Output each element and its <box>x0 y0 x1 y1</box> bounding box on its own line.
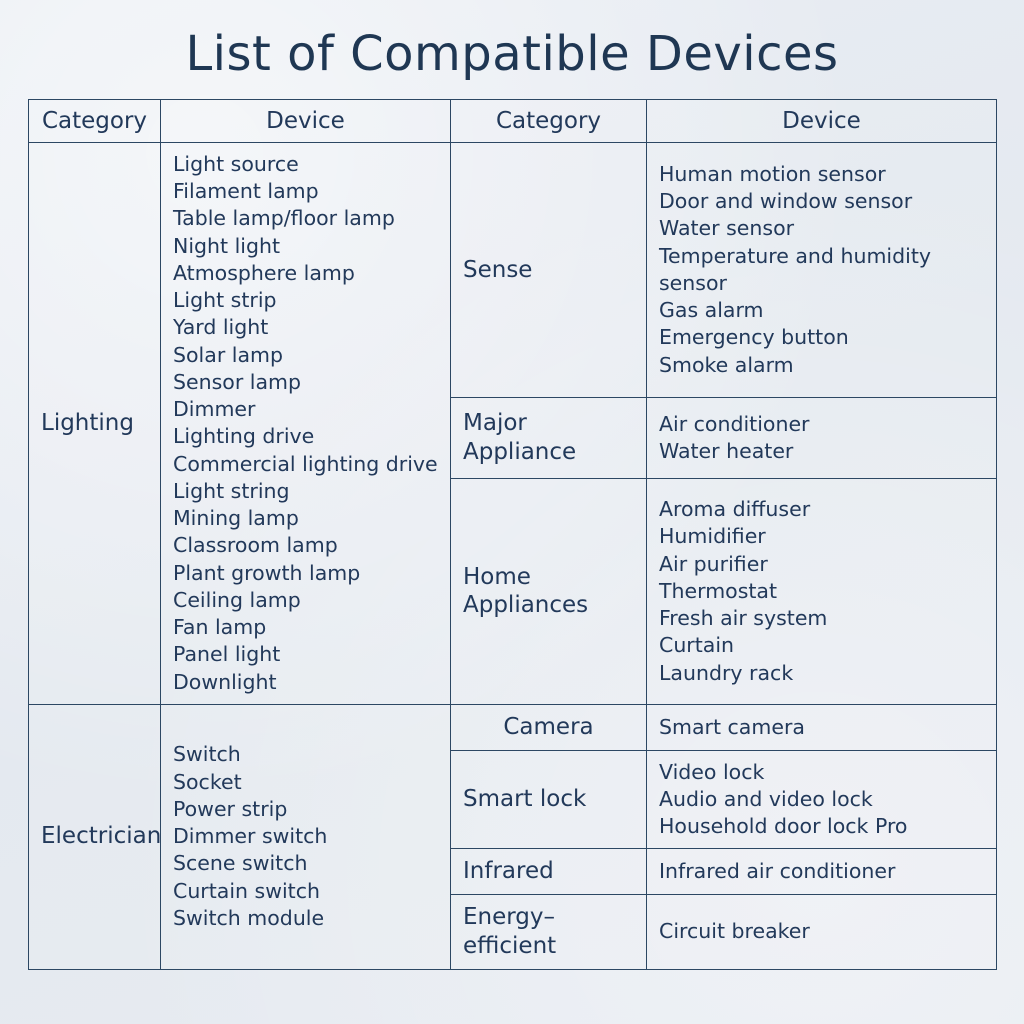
list-item: Water sensor <box>659 216 795 241</box>
list-item: Fresh air system <box>659 606 828 631</box>
table-header-row <box>29 99 997 142</box>
list-item: Sensor lamp <box>173 369 302 394</box>
list-item: Downlight <box>173 669 277 694</box>
category-cell-home-appliances: Home Appliances <box>451 479 647 705</box>
list-item: Solar lamp <box>173 342 283 367</box>
list-item: Curtain <box>659 633 735 658</box>
category-cell-camera: Camera <box>451 704 647 750</box>
list-item: Dimmer <box>173 397 256 422</box>
list-item: Door and window sensor <box>659 189 913 214</box>
devices-cell-lighting <box>161 142 451 704</box>
list-item: Curtain switch <box>173 878 320 903</box>
table-header <box>29 99 997 142</box>
list-item: Mining lamp <box>173 506 299 531</box>
list-item: Laundry rack <box>659 660 794 685</box>
list-item: Aroma diffuser <box>659 497 811 522</box>
list-item: Light source <box>173 151 299 176</box>
devices-cell-home-appliances <box>647 479 997 705</box>
list-item: Smoke alarm <box>659 352 794 377</box>
list-item: Fan lamp <box>173 615 267 640</box>
category-cell-major-appliance: Major Appliance <box>451 398 647 479</box>
list-item: Temperature and humidity sensor <box>659 243 931 295</box>
list-item: Infrared air conditioner <box>659 859 896 884</box>
devices-cell-electrician <box>161 704 451 969</box>
page-title: List of Compatible Devices <box>185 26 839 82</box>
header-category-left: Category <box>29 99 161 142</box>
list-item: Thermostat <box>659 578 778 603</box>
list-item: Humidifier <box>659 524 766 549</box>
list-item: Lighting drive <box>173 424 315 449</box>
table-row <box>29 704 997 750</box>
devices-cell-camera <box>647 704 997 750</box>
devices-cell-smart-lock <box>647 750 997 849</box>
header-device-left: Device <box>161 99 451 142</box>
devices-cell-infrared <box>647 849 997 895</box>
list-item: Commercial lighting drive <box>173 451 438 476</box>
list-item: Night light <box>173 233 281 258</box>
list-item: Filament lamp <box>173 179 319 204</box>
list-item: Light strip <box>173 288 277 313</box>
compatible-devices-table-wrapper <box>28 99 996 970</box>
category-cell-electrician: Electrician <box>29 704 161 969</box>
list-item: Air purifier <box>659 551 768 576</box>
category-cell-sense: Sense <box>451 142 647 397</box>
list-item: Dimmer switch <box>173 824 328 849</box>
category-cell-lighting: Lighting <box>29 142 161 704</box>
list-item: Audio and video lock <box>659 786 873 811</box>
devices-cell-sense <box>647 142 997 397</box>
devices-cell-major-appliance <box>647 398 997 479</box>
list-item: Human motion sensor <box>659 161 886 186</box>
list-item: Power strip <box>173 796 288 821</box>
table-row <box>29 142 997 397</box>
category-cell-infrared: Infrared <box>451 849 647 895</box>
list-item: Circuit breaker <box>659 919 810 944</box>
category-cell-energy-efficient: Energy–efficient <box>451 895 647 970</box>
list-item: Emergency button <box>659 325 849 350</box>
list-item: Gas alarm <box>659 298 764 323</box>
list-item: Video lock <box>659 759 765 784</box>
category-cell-smart-lock: Smart lock <box>451 750 647 849</box>
list-item: Water heater <box>659 439 794 464</box>
list-item: Switch <box>173 742 241 767</box>
header-category-right: Category <box>451 99 647 142</box>
header-device-right: Device <box>647 99 997 142</box>
table-body <box>29 142 997 969</box>
list-item: Ceiling lamp <box>173 587 301 612</box>
list-item: Air conditioner <box>659 411 810 436</box>
list-item: Table lamp/floor lamp <box>173 206 395 231</box>
list-item: Socket <box>173 769 242 794</box>
list-item: Yard light <box>173 315 269 340</box>
list-item: Classroom lamp <box>173 533 338 558</box>
list-item: Household door lock Pro <box>659 814 908 839</box>
list-item: Smart camera <box>659 714 805 739</box>
list-item: Switch module <box>173 905 325 930</box>
list-item: Plant growth lamp <box>173 560 361 585</box>
list-item: Scene switch <box>173 851 308 876</box>
list-item: Atmosphere lamp <box>173 260 355 285</box>
list-item: Panel light <box>173 642 281 667</box>
list-item: Light string <box>173 478 290 503</box>
compatible-devices-table <box>28 99 997 970</box>
devices-cell-energy-efficient <box>647 895 997 970</box>
